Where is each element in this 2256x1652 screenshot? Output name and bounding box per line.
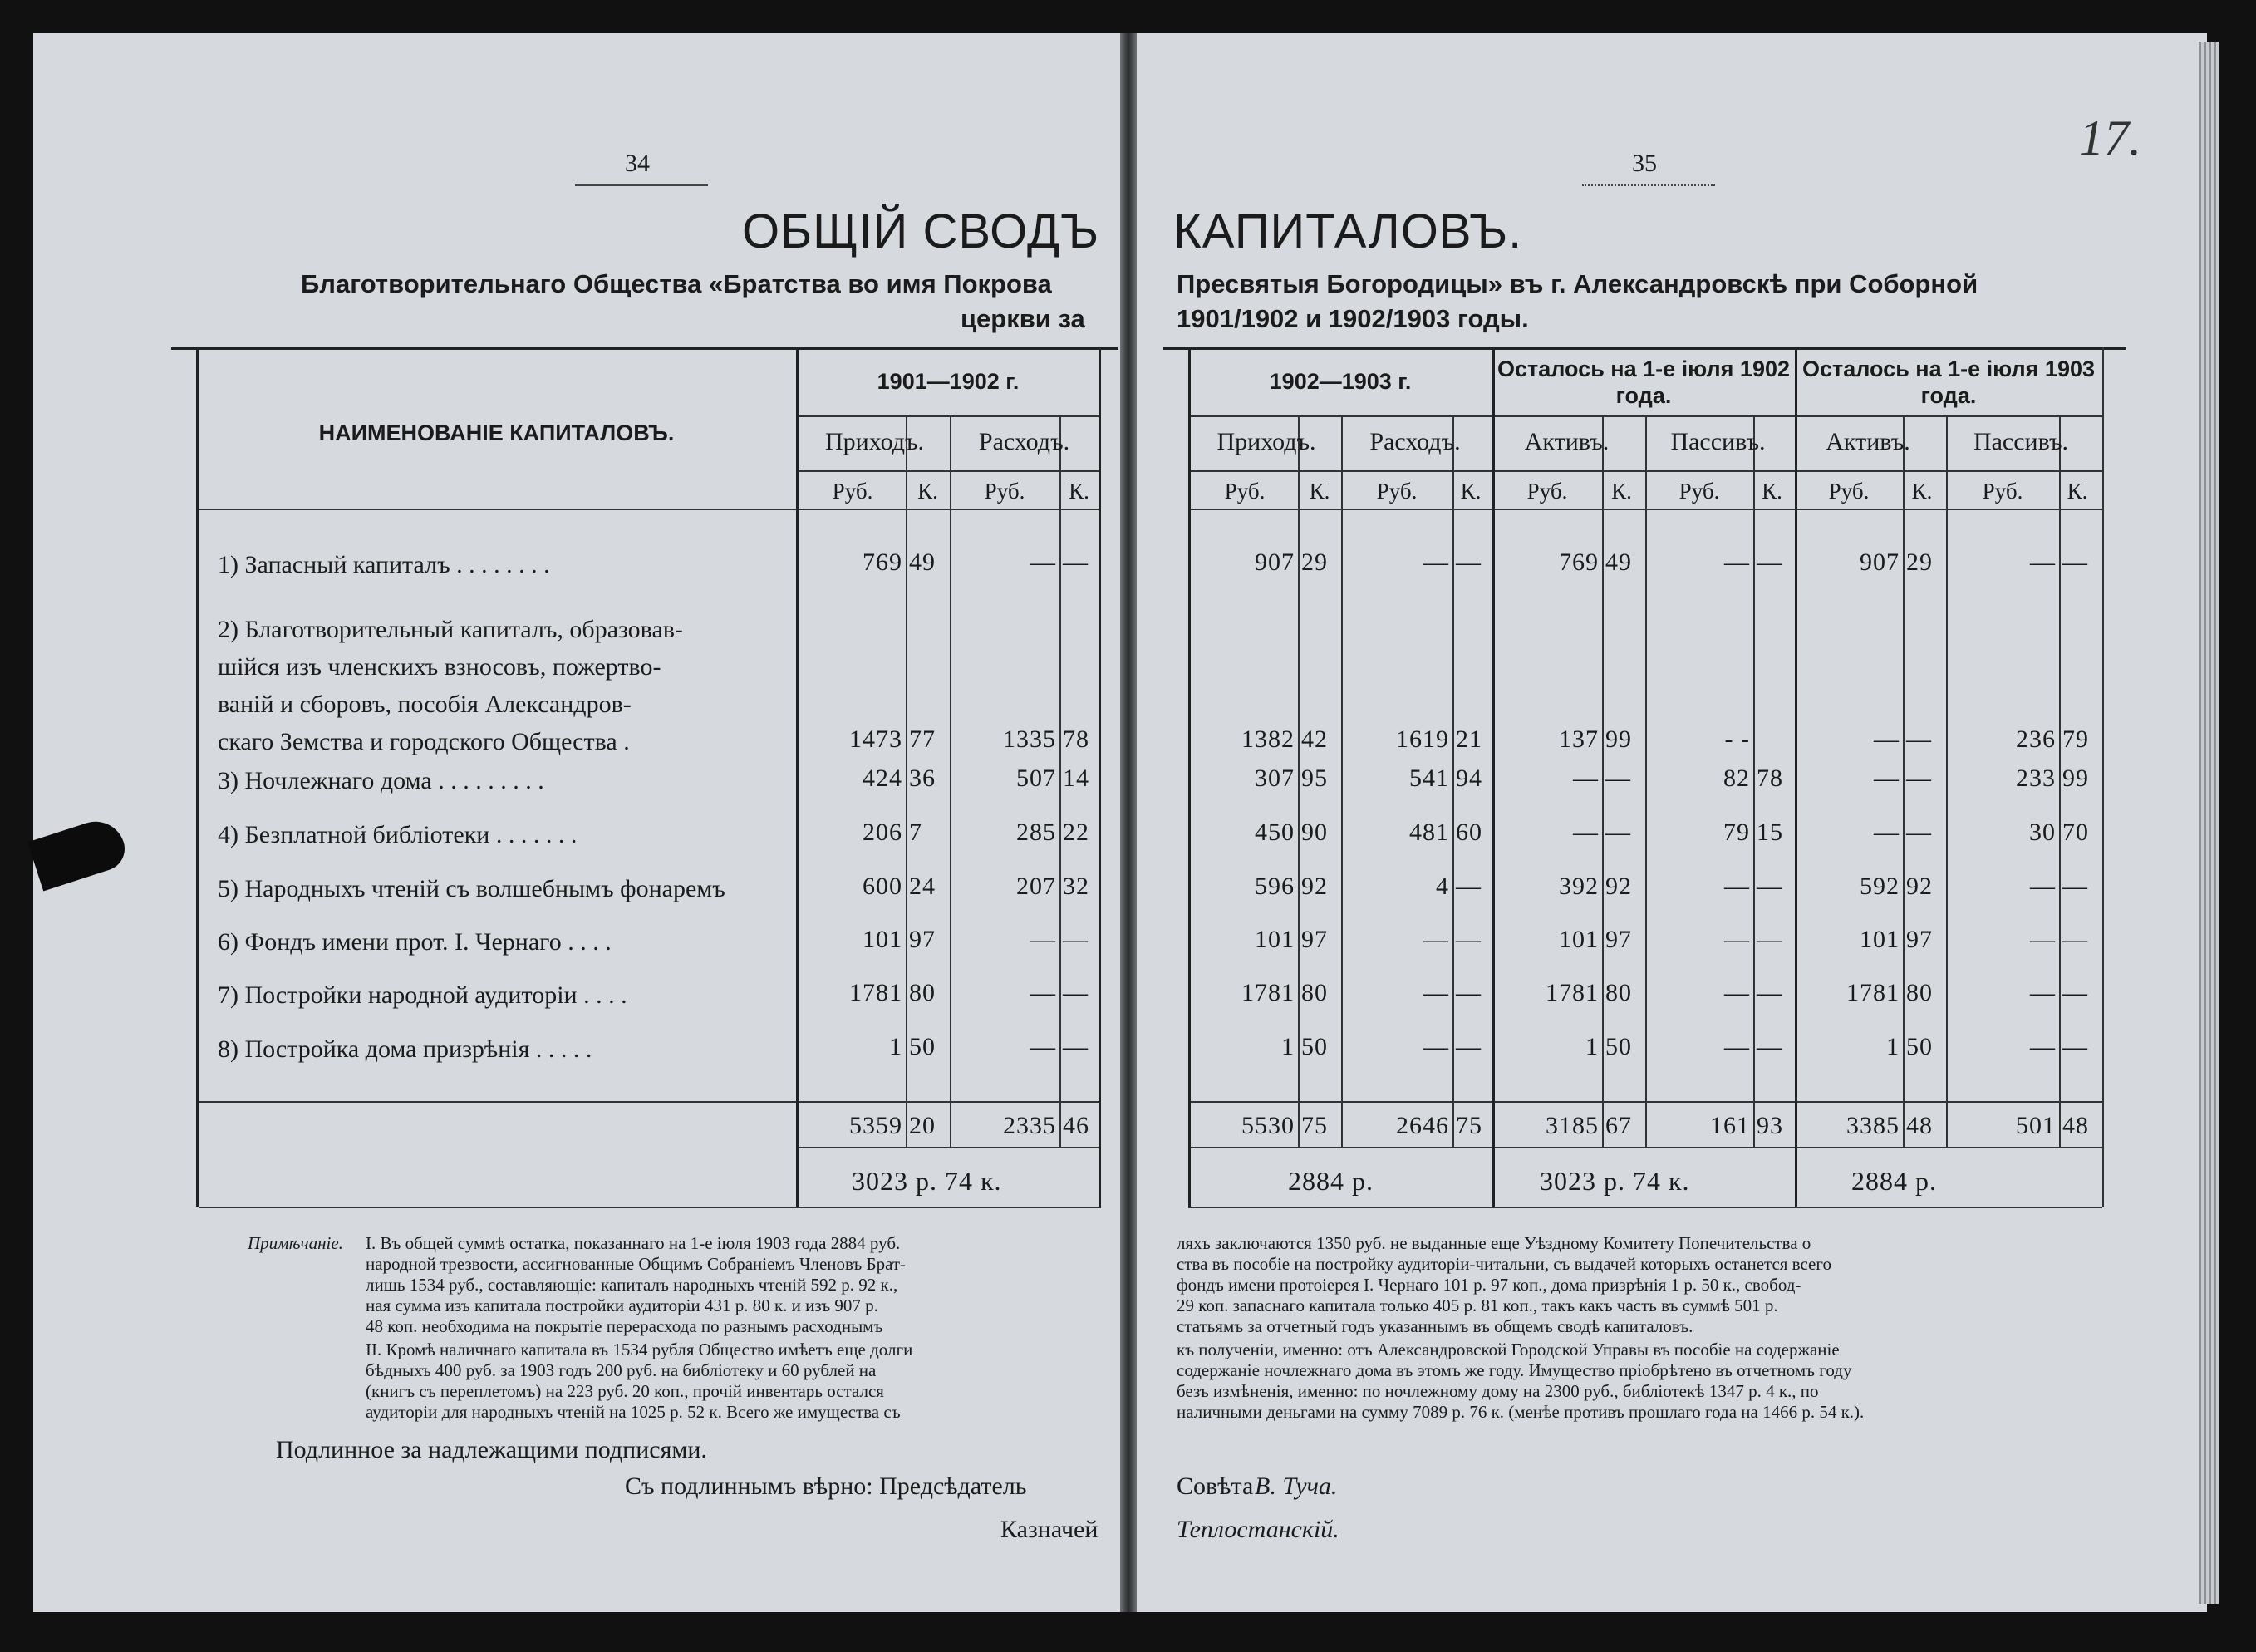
row-8-kop-2: 50 — [1301, 1033, 1328, 1060]
row-3-kop-7: 99 — [2062, 765, 2089, 792]
total-rub-5: 161 — [1710, 1112, 1750, 1139]
signature-line-original: Подлинное за надлежащими подписями. — [276, 1436, 707, 1463]
row-1-kop-7: — — [2062, 548, 2088, 576]
row-3-kop-0: 36 — [909, 765, 936, 792]
row-3-rub-2: 307 — [1255, 765, 1295, 792]
row-2-rub-0: 1473 — [849, 725, 902, 753]
note-label: Примѣчаніе. — [248, 1233, 343, 1253]
header-bottom-rule-left — [199, 509, 1101, 510]
row-4-rub-3: 481 — [1409, 819, 1449, 846]
unit-rub-2: Руб. — [1224, 479, 1266, 504]
subtitle-right-line2: 1901/1902 и 1902/1903 годы. — [1177, 304, 1529, 333]
row-2-rub-3: 1619 — [1396, 725, 1449, 753]
note-left-p1-line-3: лишь 1534 руб., составляющіе: капиталъ народныхъ чтеній 592 р. 92 к., — [366, 1275, 898, 1295]
row-4-rub-0: 206 — [863, 819, 902, 846]
title-left: ОБЩІЙ СВОДЪ — [742, 204, 1100, 258]
row-1-kop-0: 49 — [909, 548, 936, 576]
row-8-kop-4: 50 — [1605, 1033, 1632, 1060]
page-number-right: 35 — [1632, 150, 1657, 177]
row-8-kop-5: — — [1757, 1033, 1782, 1060]
row-2-kop-7: 79 — [2062, 725, 2089, 753]
row-2-rub-5: - - — [1724, 725, 1750, 753]
row-8-rub-5: — — [1724, 1033, 1750, 1060]
row-6-rub-1: — — [1030, 926, 1056, 953]
row-3-rub-0: 424 — [863, 765, 902, 792]
col-header-passive-7: Пассивъ. — [1973, 428, 2069, 455]
row-4-rub-1: 285 — [1016, 819, 1056, 846]
row-6-kop-2: 97 — [1301, 926, 1328, 953]
row-7-rub-3: — — [1423, 979, 1449, 1006]
total-rub-3: 2646 — [1396, 1112, 1449, 1139]
kop-rule-4 — [1602, 415, 1604, 1147]
period-1902-1903-header: 1902—1903 г. — [1269, 369, 1412, 394]
totals-top-rule-left — [199, 1101, 1101, 1103]
row-1-kop-5: — — [1757, 548, 1782, 576]
unit-kop-7: К. — [2067, 479, 2088, 504]
kop-rule-2 — [1298, 415, 1300, 1147]
name-column-header: НАИМЕНОВАНІЕ КАПИТАЛОВЪ. — [318, 420, 675, 445]
note-right-p2-line-4: наличными деньгами на сумму 7089 р. 76 к. (менѣе противъ прошлаго года на 1466 р. 54 к.). — [1177, 1402, 1865, 1422]
row-1-kop-3: — — [1456, 548, 1482, 576]
row-5-rub-2: 596 — [1255, 873, 1295, 900]
row-3-kop-2: 95 — [1301, 765, 1328, 792]
row-7-rub-4: 1781 — [1546, 979, 1599, 1006]
row-1-kop-4: 49 — [1605, 548, 1632, 576]
row-4-kop-3: 60 — [1456, 819, 1482, 846]
unit-rub-7: Руб. — [1982, 479, 2023, 504]
total-kop-4: 67 — [1605, 1112, 1632, 1139]
row-5-kop-0: 24 — [909, 873, 936, 900]
total-rub-1: 2335 — [1003, 1112, 1056, 1139]
net-rule-2 — [1188, 1147, 2102, 1148]
period-1901-1902-header: 1901—1902 г. — [877, 369, 1020, 394]
unit-rub-4: Руб. — [1526, 479, 1568, 504]
row-7-kop-5: — — [1757, 979, 1782, 1006]
row-3-rub-7: 233 — [2016, 765, 2056, 792]
row-7-kop-1: — — [1063, 979, 1089, 1006]
unit-rub-6: Руб. — [1828, 479, 1870, 504]
row-6-rub-7: — — [2030, 926, 2056, 953]
row-2-rub-6: — — [1874, 725, 1900, 753]
note-left-p2-line-2: бѣдныхъ 400 руб. за 1903 годъ 200 руб. на библіотеку и 60 рублей на — [366, 1360, 877, 1380]
signature-line-certified: Съ подлиннымъ вѣрно: Предсѣдатель — [625, 1473, 1027, 1500]
signature-treasurer-name: Теплостанскій. — [1177, 1516, 1339, 1543]
row-1-rub-1: — — [1030, 548, 1056, 576]
total-kop-6: 48 — [1906, 1112, 1933, 1139]
signature-treasurer-label: Казначей — [1000, 1516, 1099, 1543]
row-label-5-line-1: 5) Народныхъ чтеній съ волшебнымъ фонаремъ — [218, 875, 725, 902]
row-8-rub-2: 1 — [1281, 1033, 1295, 1060]
row-3-kop-6: — — [1906, 765, 1932, 792]
row-label-6-line-1: 6) Фондъ имени прот. І. Чернаго . . . . — [218, 928, 612, 956]
unit-rub-0: Руб. — [832, 479, 873, 504]
row-2-kop-6: — — [1906, 725, 1932, 753]
balance-1903-header: Осталось на 1-е іюля 1903 года. — [1801, 356, 2095, 408]
note-left-p2-line-3: (книгъ съ переплетомъ) на 223 руб. 20 коп., прочій инвентарь остался — [366, 1381, 884, 1401]
unit-kop-2: К. — [1309, 479, 1330, 504]
unit-kop-1: К. — [1069, 479, 1089, 504]
total-kop-3: 75 — [1456, 1112, 1482, 1139]
row-5-rub-4: 392 — [1559, 873, 1599, 900]
unit-rule-1 — [796, 470, 1101, 472]
total-rub-7: 501 — [2016, 1112, 2056, 1139]
row-3-rub-1: 507 — [1016, 765, 1056, 792]
subtitle-right-line1: Пресвятыя Богородицы» въ г. Александровскѣ при Соборной — [1177, 269, 1978, 298]
row-5-rub-6: 592 — [1860, 873, 1900, 900]
note-right-p1-line-5: статьямъ за отчетный годъ указаннымъ въ общемъ сводѣ капиталовъ. — [1177, 1316, 1693, 1336]
row-6-kop-5: — — [1757, 926, 1782, 953]
row-4-kop-6: — — [1906, 819, 1932, 846]
note-left-p1-line-1: І. Въ общей суммѣ остатка, показаннаго на 1-е іюля 1903 года 2884 руб. — [366, 1233, 901, 1253]
row-8-rub-4: 1 — [1585, 1033, 1599, 1060]
row-2-kop-0: 77 — [909, 725, 936, 753]
row-5-kop-5: — — [1757, 873, 1782, 900]
title-right: КАПИТАЛОВЪ. — [1173, 204, 1523, 258]
unit-kop-4: К. — [1611, 479, 1632, 504]
unit-kop-3: К. — [1460, 479, 1482, 504]
row-1-kop-1: — — [1063, 548, 1089, 576]
row-6-rub-6: 101 — [1860, 926, 1900, 953]
row-5-kop-3: — — [1456, 873, 1482, 900]
col-header-income-0: Приходъ. — [825, 428, 924, 455]
row-4-rub-5: 79 — [1723, 819, 1750, 846]
row-5-rub-5: — — [1724, 873, 1750, 900]
total-rub-4: 3185 — [1546, 1112, 1599, 1139]
unit-rub-3: Руб. — [1376, 479, 1418, 504]
row-1-rub-2: 907 — [1255, 548, 1295, 576]
row-6-kop-0: 97 — [909, 926, 936, 953]
row-3-kop-1: 14 — [1063, 765, 1089, 792]
row-6-kop-6: 97 — [1906, 926, 1933, 953]
kop-rule-5 — [1753, 415, 1755, 1147]
row-5-rub-1: 207 — [1016, 873, 1056, 900]
col-header-expense-1: Расходъ. — [978, 428, 1070, 455]
note-left-p1-line-4: ная сумма изъ капитала постройки аудиторіи 431 р. 80 к. и изъ 907 р. — [366, 1296, 878, 1315]
row-5-kop-2: 92 — [1301, 873, 1328, 900]
table-top-rule-left — [171, 347, 1118, 350]
row-8-rub-1: — — [1030, 1033, 1056, 1060]
row-label-7-line-1: 7) Постройки народной аудиторіи . . . . — [218, 981, 627, 1009]
signature-council-label: Совѣта — [1177, 1473, 1254, 1500]
total-kop-2: 75 — [1301, 1112, 1328, 1139]
row-7-kop-0: 80 — [909, 979, 936, 1006]
note-left-p2-line-1: ІІ. Кромѣ наличнаго капитала въ 1534 рубля Общество имѣетъ еще долги — [366, 1340, 913, 1359]
row-7-kop-2: 80 — [1301, 979, 1328, 1006]
note-left-p1-line-2: народной трезвости, ассигнованные Общимъ Собраніемъ Членовъ Брат- — [366, 1254, 907, 1274]
total-rub-6: 3385 — [1846, 1112, 1900, 1139]
row-5-rub-7: — — [2030, 873, 2056, 900]
row-6-rub-5: — — [1724, 926, 1750, 953]
name-col-rule — [796, 347, 799, 1207]
row-label-1-line-1: 1) Запасный капиталъ . . . . . . . . — [218, 551, 550, 578]
row-5-kop-1: 32 — [1063, 873, 1089, 900]
note-right-p2-line-3: безъ измѣненія, именно: по ночлежному дому на 2300 руб., библіотекѣ 1347 р. 4 к., по — [1177, 1381, 1819, 1401]
row-4-rub-2: 450 — [1255, 819, 1295, 846]
row-5-kop-7: — — [2062, 873, 2088, 900]
row-8-kop-1: — — [1063, 1033, 1089, 1060]
row-label-2-line-1: 2) Благотворительный капиталъ, образовав- — [218, 616, 683, 643]
kop-rule-7 — [2059, 415, 2061, 1147]
row-8-kop-3: — — [1456, 1033, 1482, 1060]
total-kop-7: 48 — [2062, 1112, 2089, 1139]
row-7-rub-5: — — [1724, 979, 1750, 1006]
note-left-p1-line-5: 48 коп. необходима на покрытіе перерасхода по разнымъ расходнымъ — [366, 1316, 883, 1336]
row-1-kop-6: 29 — [1906, 548, 1933, 576]
net-rule-1 — [796, 1147, 1101, 1148]
total-kop-5: 93 — [1757, 1112, 1783, 1139]
right-page-edge — [2199, 42, 2219, 1604]
subtitle-left-line1: Благотворительнаго Общества «Братства во имя Покрова — [301, 269, 1052, 298]
signature-chairman-name: В. Туча. — [1255, 1473, 1338, 1500]
row-2-kop-2: 42 — [1301, 725, 1328, 753]
row-2-rub-7: 236 — [2016, 725, 2056, 753]
row-2-kop-4: 99 — [1605, 725, 1632, 753]
subheader-rule-1 — [796, 415, 1101, 417]
total-rub-2: 5530 — [1241, 1112, 1295, 1139]
kop-rule-3 — [1452, 415, 1454, 1147]
row-8-kop-0: 50 — [909, 1033, 936, 1060]
note-right-p2-line-2: содержаніе ночлежнаго дома въ этомъ же году. Имущество пріобрѣтено въ отчетномъ году — [1177, 1360, 1852, 1380]
row-4-kop-4: — — [1605, 819, 1631, 846]
subtitle-left-line2: церкви за — [961, 304, 1085, 333]
row-1-rub-0: 769 — [863, 548, 902, 576]
row-5-kop-6: 92 — [1906, 873, 1933, 900]
unit-rub-1: Руб. — [984, 479, 1025, 504]
table-right-border — [2102, 347, 2104, 1207]
row-7-kop-6: 80 — [1906, 979, 1933, 1006]
kop-rule-1 — [1059, 415, 1061, 1147]
table-left-border — [196, 347, 199, 1207]
row-7-rub-2: 1781 — [1241, 979, 1295, 1006]
note-right-p1-line-4: 29 коп. запаснаго капитала только 405 р. 81 коп., такъ какъ часть въ суммѣ 501 р. — [1177, 1296, 1778, 1315]
row-6-rub-3: — — [1423, 926, 1449, 953]
row-6-rub-2: 101 — [1255, 926, 1295, 953]
row-6-kop-4: 97 — [1605, 926, 1632, 953]
row-3-kop-5: 78 — [1757, 765, 1783, 792]
row-2-rub-2: 1382 — [1241, 725, 1295, 753]
row-3-rub-5: 82 — [1723, 765, 1750, 792]
row-5-rub-3: 4 — [1436, 873, 1449, 900]
row-8-rub-0: 1 — [889, 1033, 902, 1060]
row-2-rub-4: 137 — [1559, 725, 1599, 753]
unit-kop-6: К. — [1911, 479, 1933, 504]
row-label-2-line-3: ваній и сборовъ, пособія Александров- — [218, 691, 632, 718]
row-3-rub-6: — — [1874, 765, 1900, 792]
row-3-kop-3: 94 — [1456, 765, 1482, 792]
note-right-p1-line-1: ляхъ заключаются 1350 руб. не выданные еще Уѣздному Комитету Попечительства о — [1177, 1233, 1811, 1253]
row-1-rub-3: — — [1423, 548, 1449, 576]
note-right-p1-line-2: ства въ пособіе на постройку аудиторіи-читальни, съ выдачей которыхъ останется всего — [1177, 1254, 1831, 1274]
balance-1902-header: Осталось на 1-е іюля 1902 года. — [1497, 356, 1790, 408]
net-balance-3: 2884 р. — [1851, 1166, 1937, 1196]
net-balance-2: 3023 р. 74 к. — [1540, 1166, 1690, 1196]
col-header-income-2: Приходъ. — [1216, 428, 1316, 455]
row-label-2-line-4: скаго Земства и городского Общества . — [218, 728, 630, 755]
col-header-active-4: Активъ. — [1524, 428, 1610, 455]
row-4-kop-5: 15 — [1757, 819, 1783, 846]
row-2-kop-1: 78 — [1063, 725, 1089, 753]
note-right-p2-line-1: къ полученіи, именно: отъ Александровской Городской Управы въ пособіе на содержаніе — [1177, 1340, 1840, 1359]
row-5-rub-0: 600 — [863, 873, 902, 900]
row-4-kop-2: 90 — [1301, 819, 1328, 846]
row-5-kop-4: 92 — [1605, 873, 1632, 900]
row-8-kop-7: — — [2062, 1033, 2088, 1060]
row-6-rub-4: 101 — [1559, 926, 1599, 953]
row-7-rub-6: 1781 — [1846, 979, 1900, 1006]
row-2-rub-1: 1335 — [1003, 725, 1056, 753]
row-6-rub-0: 101 — [863, 926, 902, 953]
row-1-rub-5: — — [1724, 548, 1750, 576]
table-bottom-rule-left — [199, 1207, 1101, 1208]
row-7-kop-3: — — [1456, 979, 1482, 1006]
row-6-kop-7: — — [2062, 926, 2088, 953]
row-6-kop-1: — — [1063, 926, 1089, 953]
row-4-kop-7: 70 — [2062, 819, 2089, 846]
page-number-left: 34 — [625, 150, 650, 177]
note-right-p1-line-3: фондъ имени протоіерея І. Чернаго 101 р. 97 коп., дома призрѣнія 1 р. 50 к., свобод- — [1177, 1275, 1801, 1295]
row-label-3-line-1: 3) Ночлежнаго дома . . . . . . . . . — [218, 767, 544, 794]
row-3-kop-4: — — [1605, 765, 1631, 792]
row-3-rub-3: 541 — [1409, 765, 1449, 792]
total-kop-0: 20 — [909, 1112, 936, 1139]
row-label-8-line-1: 8) Постройка дома призрѣнія . . . . . — [218, 1035, 592, 1063]
total-kop-1: 46 — [1063, 1112, 1089, 1139]
row-1-rub-6: 907 — [1860, 548, 1900, 576]
left-page-col-end — [1099, 347, 1101, 1207]
kop-rule-0 — [906, 415, 907, 1147]
row-4-rub-7: 30 — [2029, 819, 2056, 846]
row-4-kop-0: 7 — [909, 819, 922, 846]
row-7-kop-7: — — [2062, 979, 2088, 1006]
page-number-rule-right — [1582, 184, 1715, 186]
table-top-rule-right — [1163, 347, 2126, 350]
row-label-2-line-2: шійся изъ членскихъ взносовъ, пожертво- — [218, 653, 661, 681]
unit-kop-5: К. — [1762, 479, 1782, 504]
row-1-rub-7: — — [2030, 548, 2056, 576]
page-number-rule-left — [575, 184, 708, 186]
kop-rule-6 — [1903, 415, 1905, 1147]
row-1-rub-4: 769 — [1559, 548, 1599, 576]
row-1-kop-2: 29 — [1301, 548, 1328, 576]
row-8-rub-3: — — [1423, 1033, 1449, 1060]
handwritten-folio-number: 17. — [2079, 111, 2141, 165]
row-label-4-line-1: 4) Безплатной библіотеки . . . . . . . — [218, 821, 578, 848]
note-left-p2-line-4: аудиторіи для народныхъ чтеній на 1025 р. 52 к. Всего же имущества съ — [366, 1402, 901, 1422]
row-8-kop-6: 50 — [1906, 1033, 1933, 1060]
row-8-rub-7: — — [2030, 1033, 2056, 1060]
net-balance-1: 2884 р. — [1288, 1166, 1374, 1196]
row-7-rub-1: — — [1030, 979, 1056, 1006]
row-7-rub-7: — — [2030, 979, 2056, 1006]
row-7-rub-0: 1781 — [849, 979, 902, 1006]
net-balance-0: 3023 р. 74 к. — [852, 1166, 1002, 1196]
table-bottom-rule-right — [1188, 1207, 2102, 1208]
col-header-expense-3: Расходъ. — [1369, 428, 1461, 455]
col-header-passive-5: Пассивъ. — [1670, 428, 1766, 455]
row-2-kop-3: 21 — [1456, 725, 1482, 753]
right-page-col-start — [1188, 347, 1191, 1207]
unit-rub-5: Руб. — [1678, 479, 1720, 504]
col-header-active-6: Активъ. — [1826, 428, 1910, 455]
row-8-rub-6: 1 — [1886, 1033, 1900, 1060]
total-rub-0: 5359 — [849, 1112, 902, 1139]
row-4-rub-6: — — [1874, 819, 1900, 846]
row-6-kop-3: — — [1456, 926, 1482, 953]
unit-kop-0: К. — [917, 479, 938, 504]
row-3-rub-4: — — [1573, 765, 1599, 792]
row-7-kop-4: 80 — [1605, 979, 1632, 1006]
row-4-kop-1: 22 — [1063, 819, 1089, 846]
row-4-rub-4: — — [1573, 819, 1599, 846]
